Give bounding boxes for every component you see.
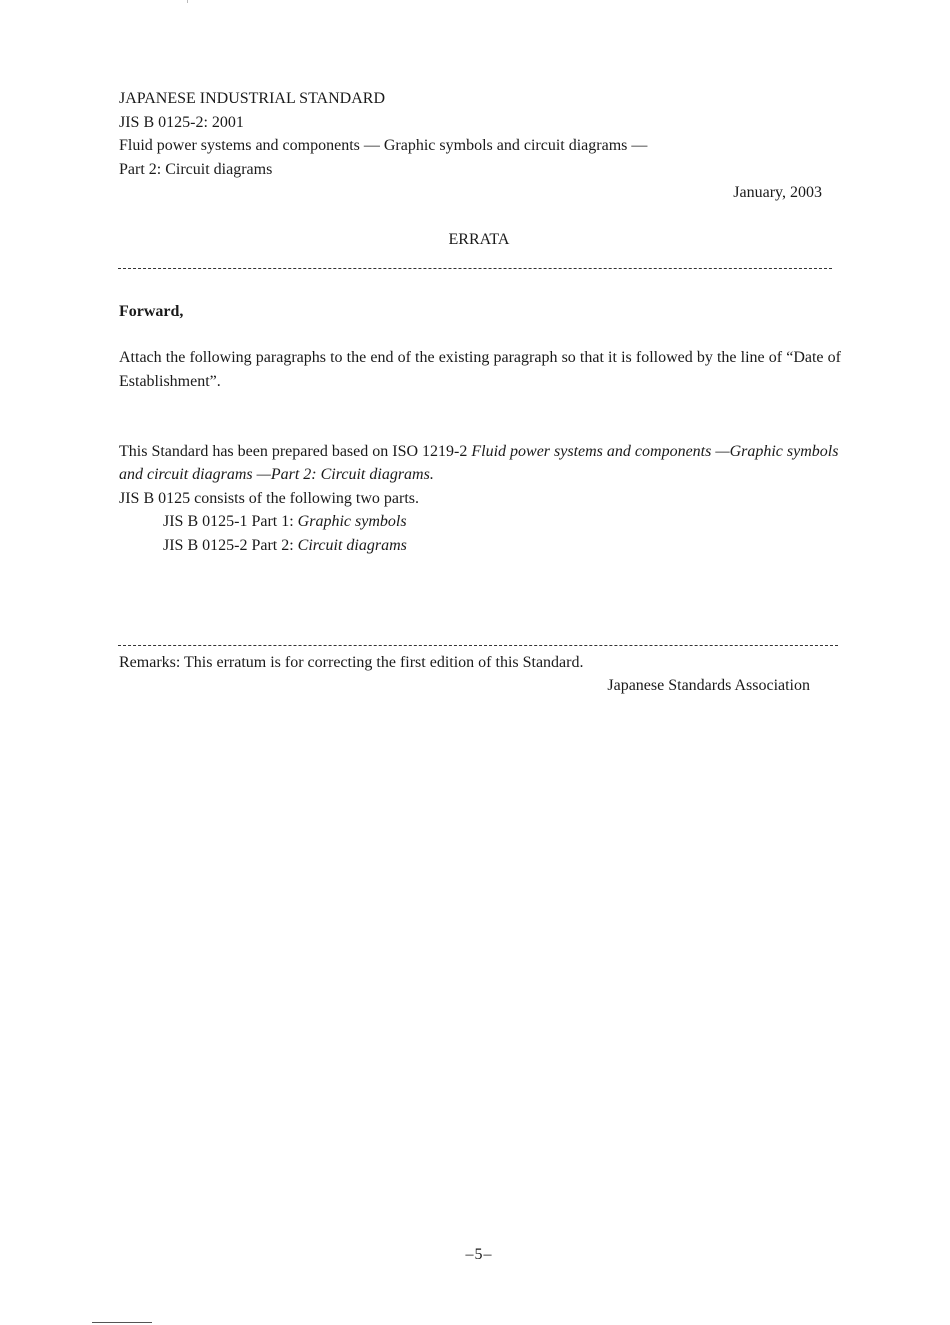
- part-2-prefix: JIS B 0125-2 Part 2:: [163, 537, 298, 554]
- iso-title: Fluid power systems and components —Graphic symbols and circuit diagrams —Part 2: Circuit diagrams.: [119, 443, 839, 483]
- standard-title-line1: Fluid power systems and components — Graphic symbols and circuit diagrams —: [119, 137, 648, 154]
- part-1-title: Graphic symbols: [297, 513, 407, 530]
- instruction-paragraph: Attach the following paragraphs to the end of the existing paragraph so that it is followed by the line of “Date of Establishment”.: [119, 349, 841, 390]
- standard-title-line2: Part 2: Circuit diagrams: [119, 161, 273, 178]
- standard-organization: JAPANESE INDUSTRIAL STANDARD: [119, 90, 385, 107]
- part-2-title: Circuit diagrams: [297, 537, 407, 554]
- parts-intro: JIS B 0125 consists of the following two parts.: [119, 490, 419, 507]
- part-1-line: [163, 510, 407, 533]
- association-name: Japanese Standards Association: [607, 677, 810, 694]
- bottom-divider: [118, 645, 838, 646]
- errata-title: ERRATA: [448, 231, 510, 248]
- part-2-line: [163, 534, 407, 557]
- section-heading: Forward,: [119, 303, 184, 320]
- scan-mark: [187, 0, 188, 3]
- top-divider: [118, 268, 832, 269]
- page-number: –5–: [465, 1246, 493, 1263]
- errata-date: January, 2003: [733, 184, 822, 201]
- body-paragraph: [119, 440, 841, 486]
- body-prefix: This Standard has been prepared based on ISO 1219-2: [119, 443, 472, 460]
- footer-mark: [92, 1322, 152, 1323]
- standard-number: JIS B 0125-2: 2001: [119, 114, 244, 131]
- part-1-prefix: JIS B 0125-1 Part 1:: [163, 513, 298, 530]
- remarks: Remarks: This erratum is for correcting the first edition of this Standard.: [119, 654, 584, 671]
